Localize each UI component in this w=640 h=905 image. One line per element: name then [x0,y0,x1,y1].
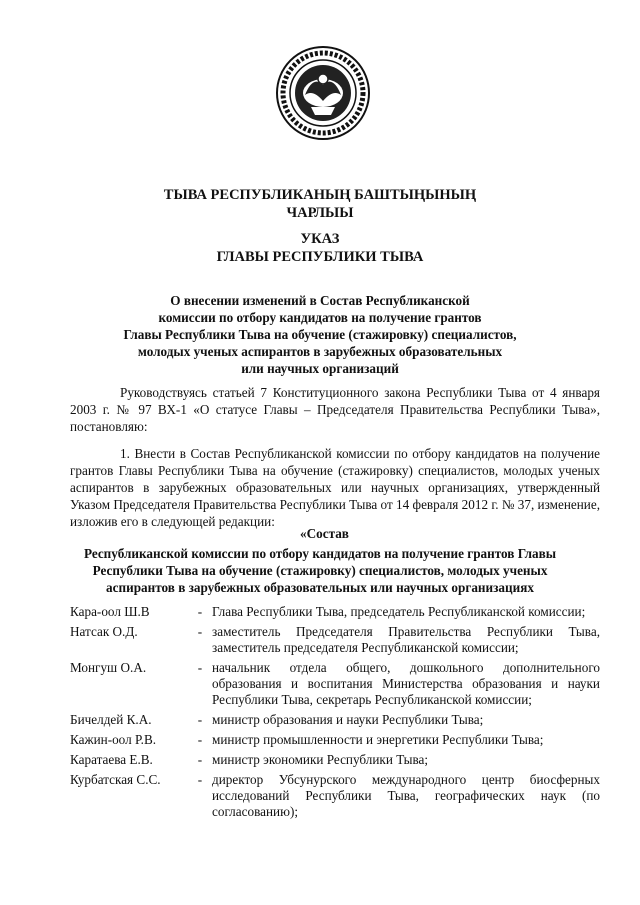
member-name: Каратаева Е.В. [70,752,153,767]
decree-type: УКАЗ [300,231,340,247]
title-line: или научных организаций [241,361,399,376]
clause-1-paragraph: 1. Внести в Состав Республиканской комиссии по отбору кандидатов на получение грантов Главы Республики Тыва на обучение (стажировку) специалистов, молодых ученых аспирантов в зарубежных образовательных или научных организациях, утвержденный Указом Председателя Правительства Республики Тыва от 14 февраля 2012 г. № 37, изменение, изложив его в следующей редакции: [70,446,600,529]
member-position: Глава Республики Тыва, председатель Республиканской комиссии; [212,604,586,619]
member-position: министр промышленности и энергетики Республики Тыва; [212,732,544,747]
title-line: Главы Республики Тыва на обучение (стажировку) специалистов, [123,327,517,342]
member-row [70,604,600,620]
member-row [70,772,600,820]
decree-title [0,292,640,377]
member-dash: - [197,660,203,675]
composition-heading: «Состав [300,526,349,541]
member-dash: - [197,712,203,727]
composition-title-line: аспирантов в зарубежных образовательных или научных организациях [106,580,534,595]
member-row [70,752,600,768]
member-dash: - [197,732,203,747]
tuvan-header-line2: ЧАРЛЫЫ [286,205,354,221]
member-dash: - [197,772,203,787]
preamble-paragraph: Руководствуясь статьей 7 Конституционного закона Республики Тыва от 4 января 2003 г. № 97 ВХ-1 «О статусе Главы – Председателя Правительства Республики Тыва», постановляю: [70,385,600,434]
member-dash: - [197,624,203,639]
member-name: Монгуш О.А. [70,660,147,675]
member-name: Бичелдей К.А. [70,712,152,727]
composition-title-line: Республиканской комиссии по отбору кандидатов на получение грантов Главы [83,546,557,561]
member-row [70,660,600,708]
member-dash: - [197,604,203,619]
decree-issuer: ГЛАВЫ РЕСПУБЛИКИ ТЫВА [216,249,424,265]
title-line: молодых ученых аспирантов в зарубежных образовательных [137,344,503,359]
member-position: начальник отдела общего, дошкольного дополнительного образования и воспитания Министерства образования и науки Республики Тыва, секретарь Республиканской комиссии; [212,660,600,707]
member-row [70,712,600,728]
member-position: директор Убсунурского международного центр биосферных исследований Республики Тыва, географических наук (по согласованию); [212,772,600,819]
member-position: министр образования и науки Республики Тыва; [212,712,484,727]
tuvan-header-line1: ТЫВА РЕСПУБЛИКАНЫҢ БАШТЫҢЫНЫҢ [163,187,477,203]
tuva-emblem-icon [275,45,371,141]
member-name: Кара-оол Ш.В [70,604,150,619]
member-name: Натсак О.Д. [70,624,138,639]
member-row [70,732,600,748]
tuvan-header [0,186,640,222]
decree-header [0,230,640,266]
member-position: министр экономики Республики Тыва; [212,752,429,767]
composition-title-line: Республики Тыва на обучение (стажировку) специалистов, молодых ученых [92,563,548,578]
title-line: О внесении изменений в Состав Республиканской [170,293,470,308]
member-name: Курбатская С.С. [70,772,161,787]
title-line: комиссии по отбору кандидатов на получение грантов [158,310,482,325]
member-dash: - [197,752,203,767]
member-position: заместитель Председателя Правительства Республики Тыва, заместитель председателя Республиканской комиссии; [212,624,600,655]
members-list [70,604,600,824]
member-name: Кажин-оол Р.В. [70,732,157,747]
composition-title [0,545,640,596]
member-row [70,624,600,656]
